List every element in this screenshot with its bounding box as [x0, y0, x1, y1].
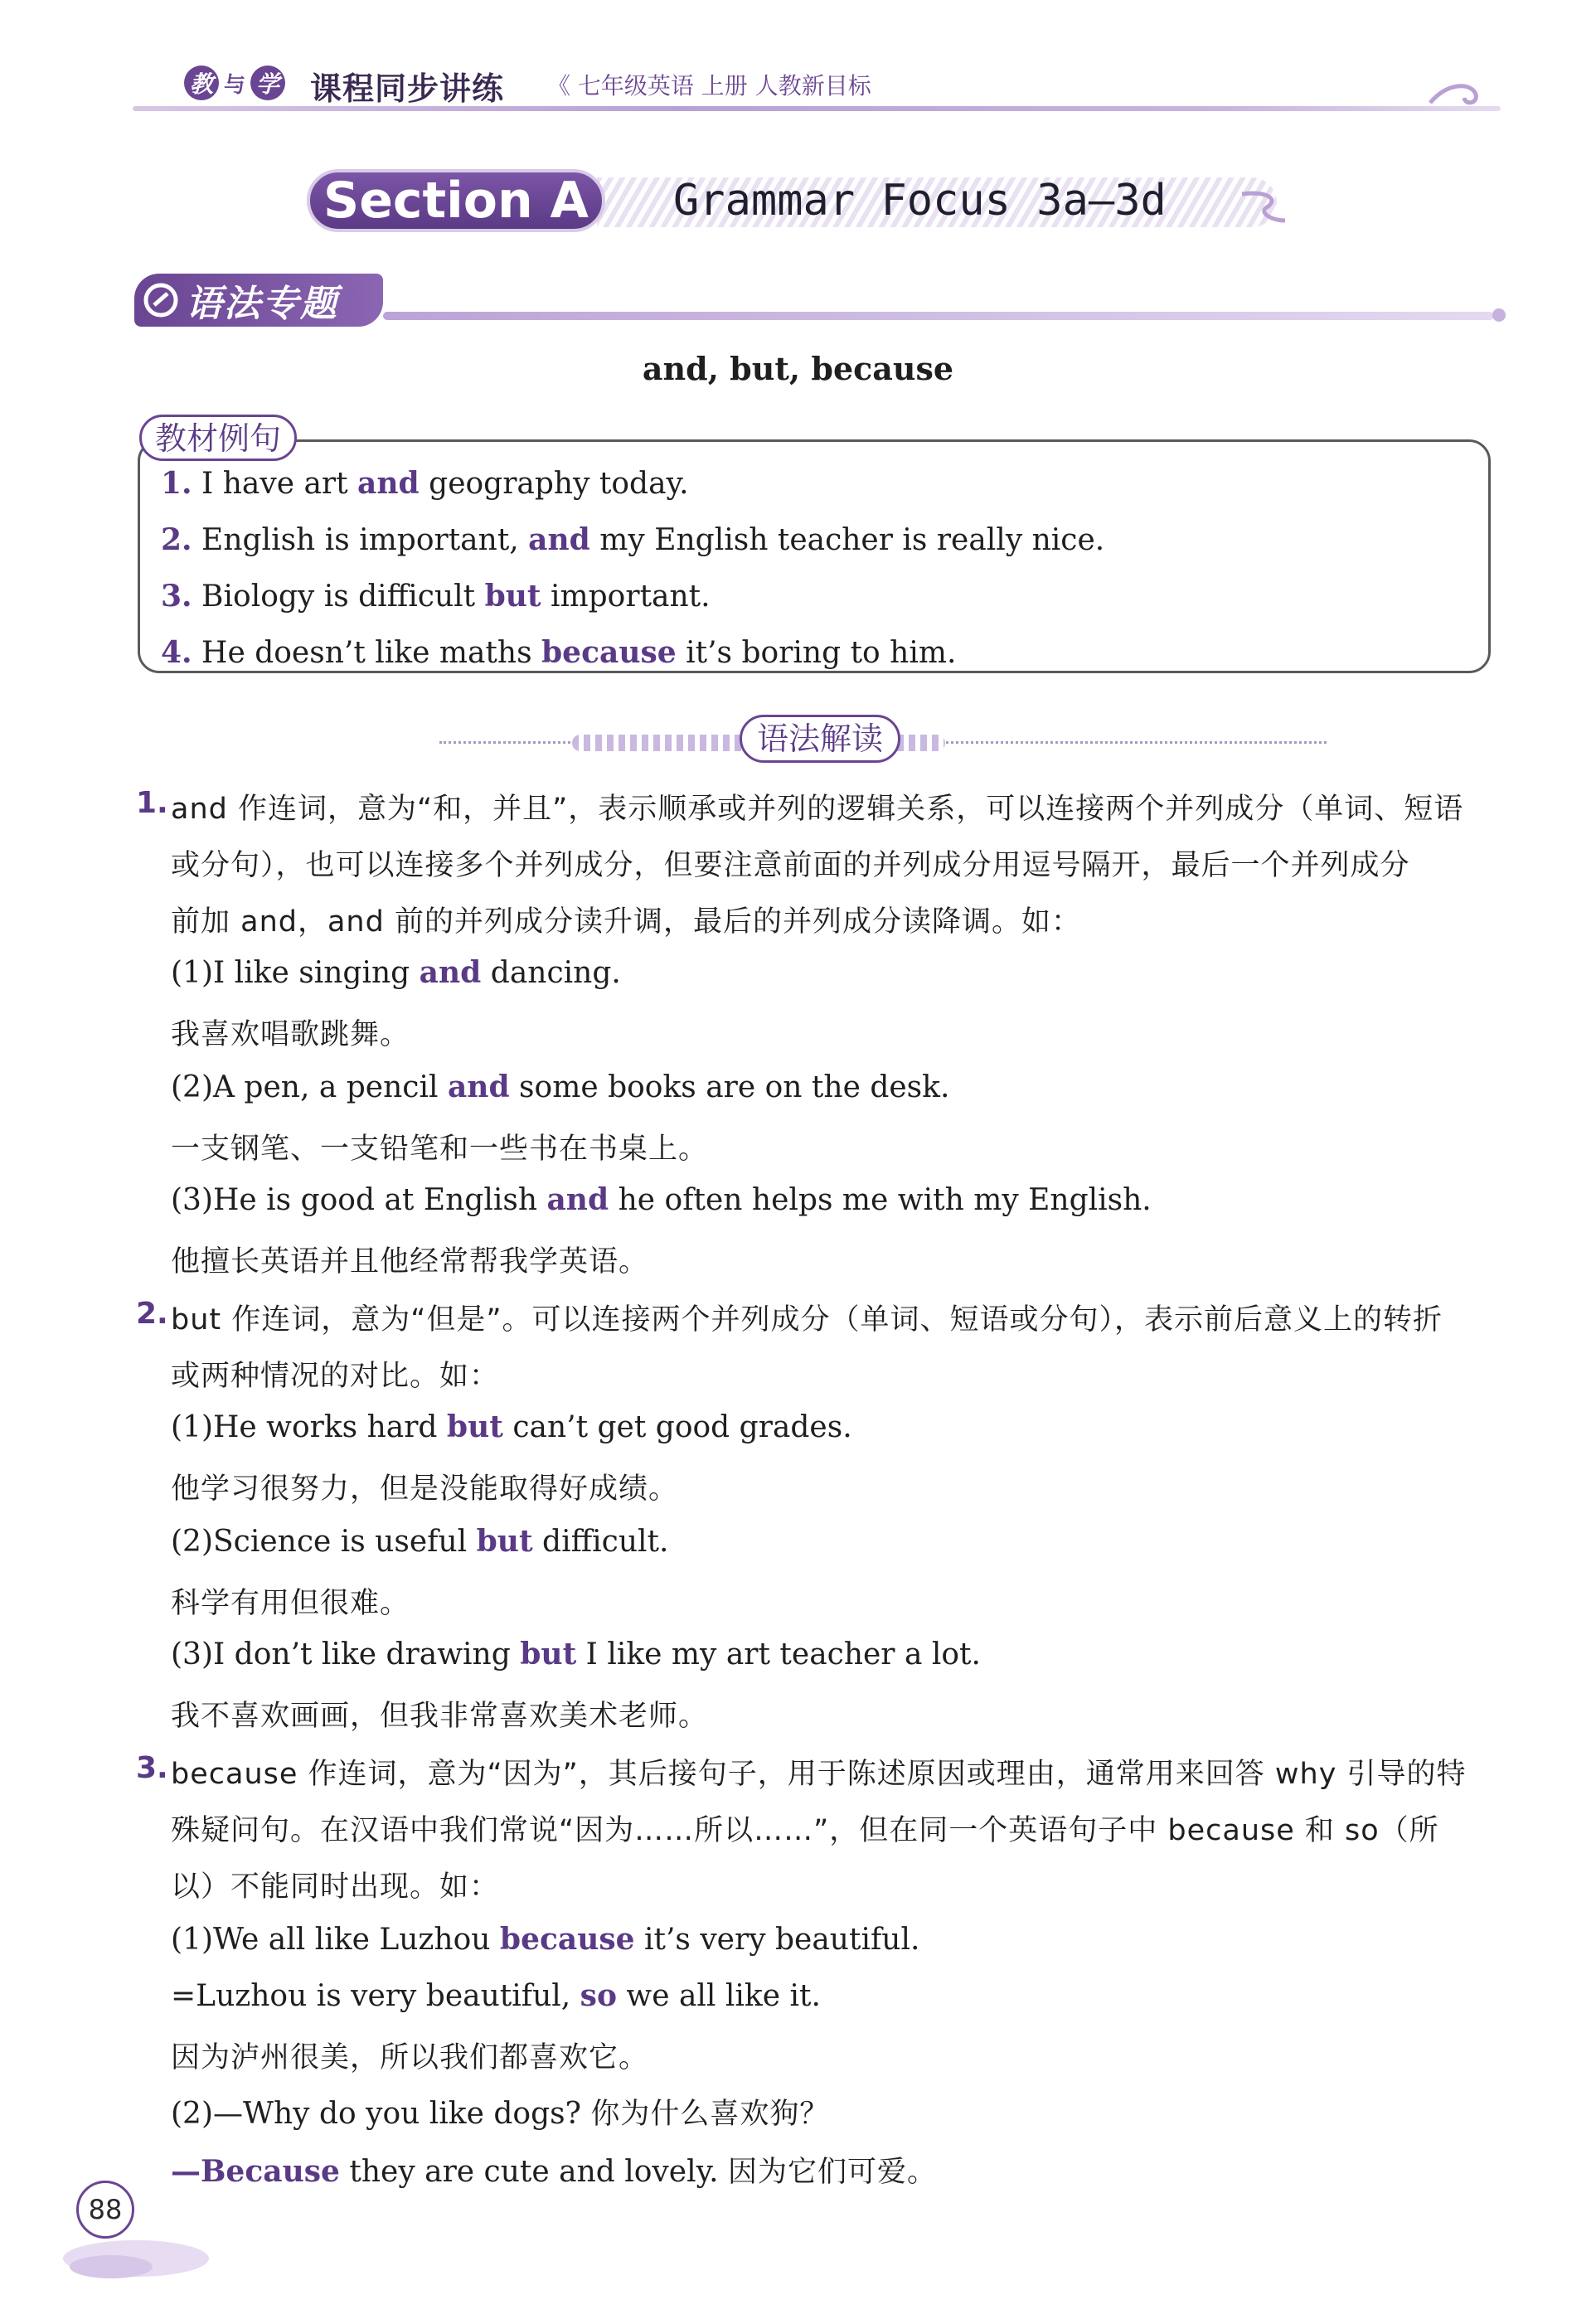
explanation-text: and 作连词，意为“和，并且”，表示顺承或并列的逻辑关系，可以连接两个并列成分（单词、短语 [171, 793, 1464, 826]
logo-char-3: 学 [250, 65, 285, 100]
example-sentence: —Because they are cute and lovely. 因为它们可爱。 [171, 2154, 938, 2189]
example-sentence: (2)A pen, a pencil and some books are on the desk. [171, 1070, 950, 1104]
example-sentence: (2)Science is useful but difficult. [171, 1524, 669, 1559]
example-sentence: (2)—Why do you like dogs? 你为什么喜欢狗？ [171, 2097, 830, 2131]
grammar-topic-badge [134, 274, 383, 327]
book-subtitle: 《 七年级英语 上册 人教新目标 [547, 72, 871, 99]
topic-divider [383, 312, 1494, 320]
textbook-examples-label: 教材例句 [139, 415, 297, 461]
flourish-ornament-icon [1234, 187, 1292, 229]
grammar-words-heading: and, but, because [642, 350, 954, 387]
topic-divider-dot [1492, 308, 1506, 322]
explanation-text: 前加 and，and 前的并列成分读升调，最后的并列成分读降调。如： [171, 905, 1081, 939]
logo-char-2: 与 [224, 72, 246, 98]
leaf-icon [143, 282, 179, 318]
point-number: 3. [136, 1751, 168, 1785]
explanation-text: 以）不能同时出现。如： [171, 1870, 500, 1904]
section-label: Section A [307, 169, 605, 232]
example-sentence: 2. English is important, and my English teacher is really nice. [161, 522, 1105, 557]
example-sentence: (3)I don’t like drawing but I like my art teacher a lot. [171, 1637, 981, 1671]
example-translation: 我喜欢唱歌跳舞。 [171, 1018, 410, 1051]
page-header [133, 58, 1501, 124]
section-title: Grammar Focus 3a—3d [673, 176, 1167, 226]
grammar-topic-label: 语法专题 [186, 283, 338, 325]
book-title: 课程同步讲练 [310, 70, 505, 107]
point-number: 2. [136, 1297, 168, 1331]
example-sentence: (3)He is good at English and he often helps me with my English. [171, 1182, 1152, 1217]
example-sentence: =Luzhou is very beautiful, so we all like it. [171, 1978, 821, 2013]
example-sentence: 3. Biology is difficult but important. [161, 579, 711, 614]
example-sentence: (1)He works hard but can’t get good grades. [171, 1409, 852, 1444]
point-number: 1. [136, 786, 168, 820]
example-translation: 我不喜欢画画，但我非常喜欢美术老师。 [171, 1700, 709, 1733]
explanation-text: 殊疑问句。在汉语中我们常说“因为……所以……”，但在同一个英语句子中 because 和 so（所 [171, 1814, 1439, 1847]
logo-char-1: 教 [184, 65, 219, 100]
explanation-text: but 作连词，意为“但是”。可以连接两个并列成分（单词、短语或分句），表示前后意义上的转折 [171, 1303, 1443, 1337]
explanation-text: because 作连词，意为“因为”，其后接句子，用于陈述原因或理由，通常用来回答 why 引导的特 [171, 1758, 1467, 1791]
example-sentence: (1)We all like Luzhou because it’s very beautiful. [171, 1922, 920, 1957]
page-number: 88 [76, 2181, 134, 2239]
example-translation: 他擅长英语并且他经常帮我学英语。 [171, 1245, 649, 1278]
example-translation: 科学有用但很难。 [171, 1587, 410, 1620]
explanation-text: 或两种情况的对比。如： [171, 1360, 500, 1393]
example-sentence: (1)I like singing and dancing. [171, 955, 621, 990]
grammar-explanation-label: 语法解读 [740, 715, 900, 763]
brand-logo [184, 61, 285, 104]
example-translation: 他学习很努力，但是没能取得好成绩。 [171, 1473, 679, 1506]
example-translation: 因为泸州很美，所以我们都喜欢它。 [171, 2041, 649, 2074]
example-translation: 一支钢笔、一支铅笔和一些书在书桌上。 [171, 1133, 709, 1166]
example-sentence: 1. I have art and geography today. [161, 466, 689, 501]
swirl-ornament-icon [1426, 78, 1492, 111]
explanation-text: 或分句），也可以连接多个并列成分，但要注意前面的并列成分用逗号隔开，最后一个并列成分 [171, 849, 1410, 882]
example-sentence: 4. He doesn’t like maths because it’s boring to him. [161, 635, 957, 670]
